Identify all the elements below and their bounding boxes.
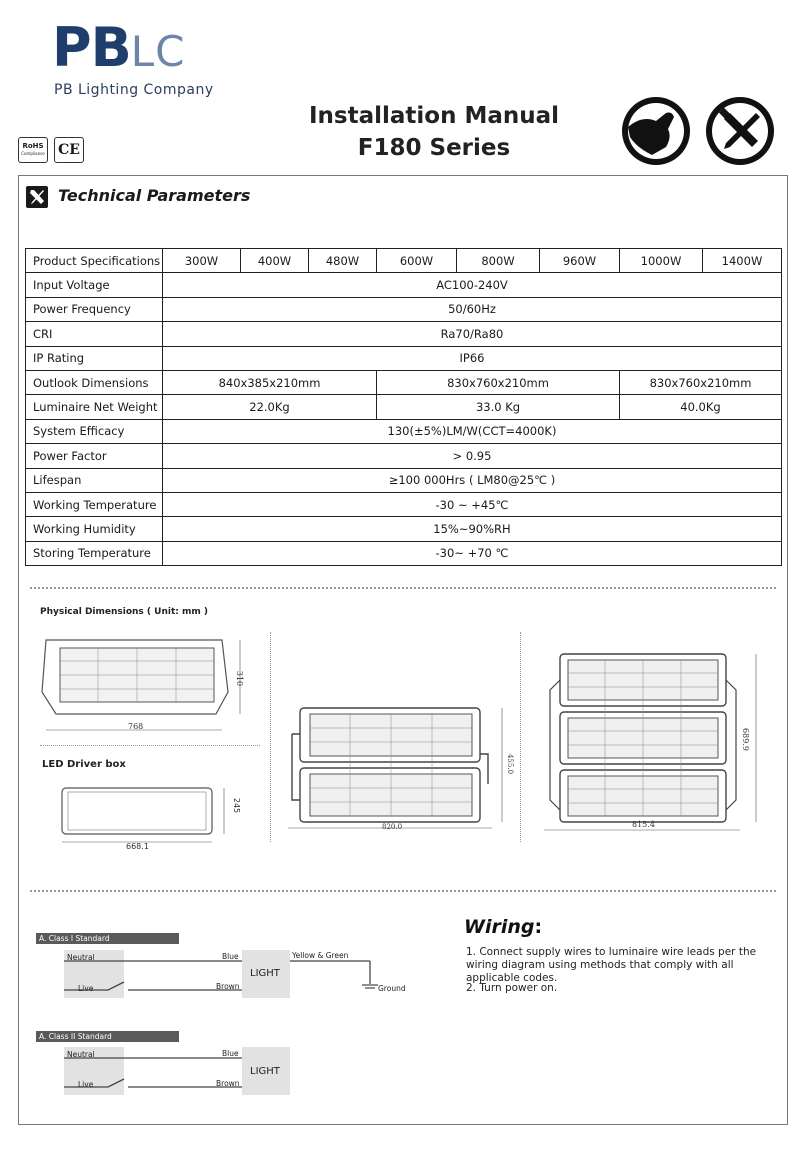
table-row [26,395,782,419]
rohs-sub-label: Compliance [21,151,45,156]
row-value: Ra70/Ra80 [163,322,782,346]
led-driver-box-title: LED Driver box [42,759,126,770]
physical-dimensions-title: Physical Dimensions ( Unit: mm ) [40,607,208,617]
neutral-label: Neutral [67,953,95,962]
table-row [26,492,782,516]
class-2-label: A. Class II Standard [36,1031,179,1042]
table-row [26,517,782,541]
ground-label: Ground [378,984,406,993]
live-label: Live [78,1080,94,1089]
row-value: 40.0Kg [620,395,782,419]
wattage-cell: 400W [241,249,309,273]
row-value: -30 ~ +45℃ [163,492,782,516]
dim-width-815: 815.4 [632,820,655,829]
dim-width-820: 820.0 [382,823,403,831]
wattage-cell: 600W [377,249,457,273]
safety-glove-icon [622,97,690,165]
company-name: PB Lighting Company [54,82,214,98]
wattage-cell: 960W [540,249,620,273]
row-label: Power Factor [26,444,163,468]
row-label: IP Rating [26,346,163,370]
table-row [26,468,782,492]
divider [40,745,260,746]
row-value: ≥100 000Hrs ( LM80@25℃ ) [163,468,782,492]
row-label: Working Temperature [26,492,163,516]
row-value: IP66 [163,346,782,370]
brown-wire-label: Brown [216,1079,240,1088]
wattage-cell: 300W [163,249,241,273]
row-value: > 0.95 [163,444,782,468]
dim-height-310: 310 [235,670,245,687]
logo-lc: LC [130,27,186,76]
dim-height-455: 455.0 [506,753,515,775]
row-label: CRI [26,322,163,346]
row-value: 15%~90%RH [163,517,782,541]
rohs-label: RoHS [22,142,44,150]
driver-box-drawing [56,782,236,848]
neutral-label: Neutral [67,1050,95,1059]
row-label: Storing Temperature [26,541,163,565]
wattage-cell: 800W [457,249,540,273]
divider [30,890,776,892]
table-row [26,346,782,370]
wattage-cell: 1400W [703,249,782,273]
wiring-title-text: Wiring [464,916,535,938]
wattage-cell: 1000W [620,249,703,273]
row-label: Power Frequency [26,297,163,321]
wiring-title-colon: : [534,916,543,938]
ce-badge: CE [54,137,84,163]
table-row [26,541,782,565]
drawing-1000w-1400w [540,650,766,838]
page-title [300,100,568,164]
yellow-green-wire-label: Yellow & Green [292,951,349,960]
blue-wire-label: Blue [222,952,239,961]
title-line-1: Installation Manual [308,103,560,129]
row-value: 33.0 Kg [377,395,620,419]
row-value: 22.0Kg [163,395,377,419]
rohs-badge [18,137,48,163]
light-label: LIGHT [250,968,280,979]
row-value: 830x760x210mm [377,370,620,394]
divider [520,632,521,842]
divider [30,587,776,589]
class-1-wiring-diagram [64,950,414,1000]
wiring-step-2: 2. Turn power on. [466,982,558,994]
title-line-2: F180 Series [357,135,511,161]
wrench-screwdriver-icon [26,186,48,208]
tools-icon [706,97,774,165]
row-label: Input Voltage [26,273,163,297]
spec-header-row [26,249,782,273]
dim-height-245: 245 [232,797,242,814]
drawing-600w-960w [282,704,514,834]
dim-width-768: 768 [128,722,144,731]
blue-wire-label: Blue [222,1049,239,1058]
row-label: Luminaire Net Weight [26,395,163,419]
row-value: 130(±5%)LM/W(CCT=4000K) [163,419,782,443]
table-row [26,297,782,321]
technical-parameters-title: Technical Parameters [58,186,251,205]
row-value: AC100-240V [163,273,782,297]
wattage-cell: 480W [309,249,377,273]
spec-label: Product Specifications [26,249,163,273]
class-1-label: A. Class I Standard [36,933,179,944]
row-value: -30~ +70 ℃ [163,541,782,565]
row-value: 840x385x210mm [163,370,377,394]
row-label: System Efficacy [26,419,163,443]
table-row [26,444,782,468]
row-value: 50/60Hz [163,297,782,321]
table-row [26,370,782,394]
row-label: Outlook Dimensions [26,370,163,394]
table-row [26,419,782,443]
dim-height-689: 689.9 [740,728,750,751]
dim-width-668: 668.1 [126,842,149,851]
row-label: Lifespan [26,468,163,492]
light-label: LIGHT [250,1066,280,1077]
spec-table [25,248,782,566]
brown-wire-label: Brown [216,982,240,991]
live-label: Live [78,984,94,993]
table-row [26,322,782,346]
row-value: 830x760x210mm [620,370,782,394]
row-label: Working Humidity [26,517,163,541]
company-logo [52,16,214,98]
table-row [26,273,782,297]
wiring-title [464,916,542,938]
logo-pb: PB [52,16,131,79]
divider [270,632,271,842]
wiring-step-1: 1. Connect supply wires to luminaire wire leads per the wiring diagram using methods that comply with all applicable codes. [466,946,757,984]
